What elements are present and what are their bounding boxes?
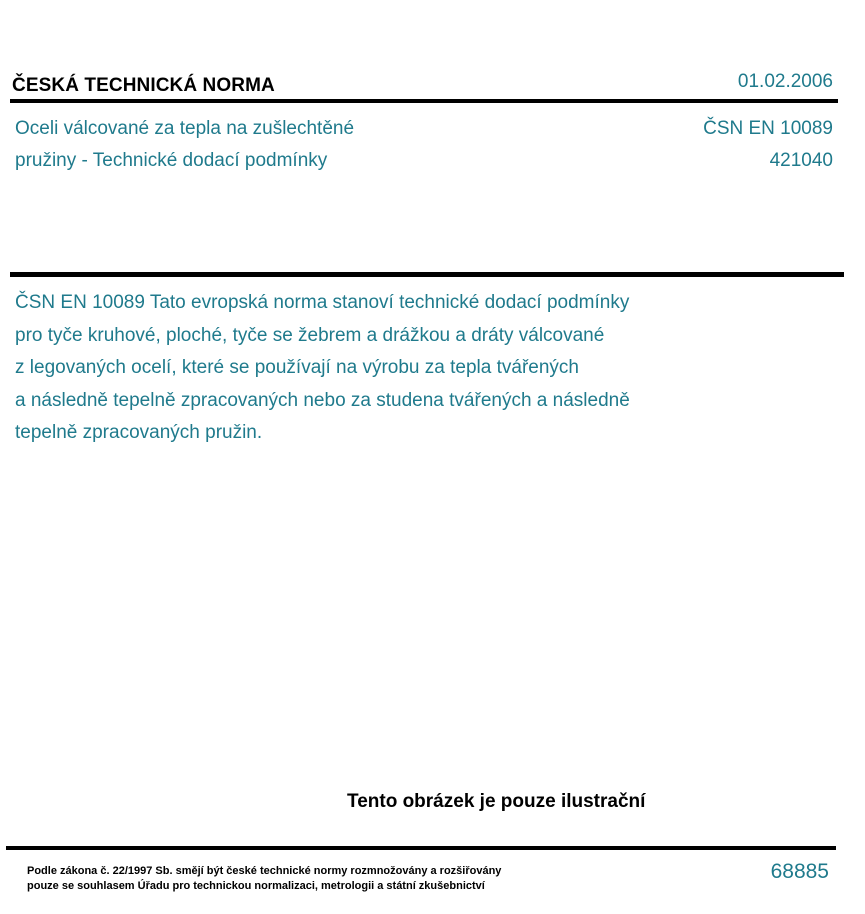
standard-title-line: pružiny - Technické dodací podmínky: [15, 150, 328, 171]
abstract-line: a následně tepelně zpracovaných nebo za studena tvářených a následně: [15, 389, 630, 411]
standard-title-line: Oceli válcované za tepla na zušlechtěné: [15, 118, 355, 139]
document-type-heading: ČESKÁ TECHNICKÁ NORMA: [12, 75, 275, 96]
abstract-line: ČSN EN 10089 Tato evropská norma stanoví technické dodací podmínky: [15, 292, 630, 313]
abstract-line: pro tyče kruhové, ploché, tyče se žebrem a drážkou a dráty válcované: [15, 324, 605, 346]
publication-date: 01.02.2006: [737, 71, 833, 92]
standard-title: [15, 113, 515, 177]
legal-notice: [27, 864, 501, 894]
top-divider: [10, 99, 838, 103]
illustration-notice: Tento obrázek je pouze ilustrační: [347, 791, 646, 812]
standard-identifiers: [703, 113, 833, 177]
abstract-line: z legovaných ocelí, které se používají na výrobu za tepla tvářených: [15, 357, 579, 378]
legal-notice-line: pouze se souhlasem Úřadu pro technickou normalizaci, metrologii a státní zkušebnictví: [27, 880, 485, 892]
abstract: [15, 287, 755, 450]
legal-notice-line: Podle zákona č. 22/1997 Sb. smějí být české technické normy rozmnožovány a rozšiřovány: [27, 865, 502, 877]
document-number: 68885: [770, 860, 829, 883]
classification-code: 421040: [769, 150, 833, 171]
middle-divider: [10, 272, 844, 277]
bottom-divider: [6, 846, 836, 850]
abstract-line: tepelně zpracovaných pružin.: [15, 422, 263, 443]
standard-designation: ČSN EN 10089: [703, 118, 833, 139]
